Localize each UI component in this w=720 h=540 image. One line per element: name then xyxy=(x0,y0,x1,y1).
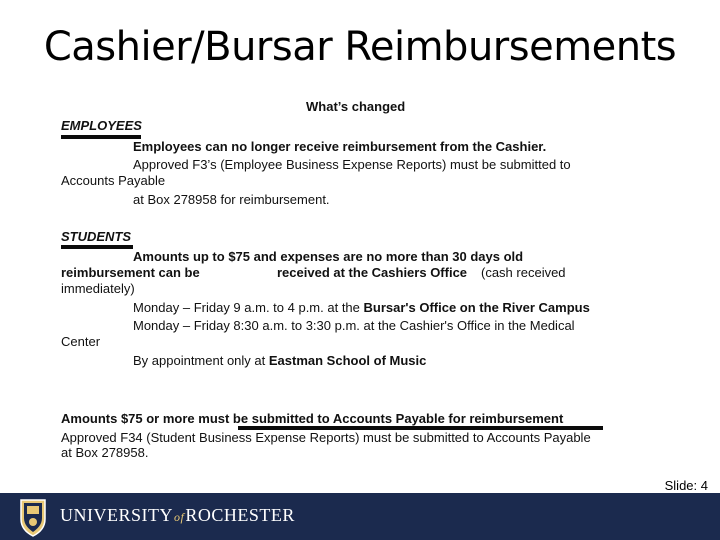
employees-underline xyxy=(61,135,141,139)
appointment-pre: By appointment only at xyxy=(133,353,266,368)
students-line-2a: reimbursement can be xyxy=(61,265,200,280)
students-appointment xyxy=(133,352,426,369)
monfri-1-bold: Bursar's Office on the River Campus xyxy=(363,300,590,315)
footer-bar xyxy=(0,493,720,540)
wordmark-university: UNIVERSITY xyxy=(60,505,173,525)
students-line-2b: received at the Cashiers Office xyxy=(277,265,468,280)
students-line-2c: (cash received xyxy=(481,265,566,280)
employees-line-4: at Box 278958 for reimbursement. xyxy=(133,192,330,207)
students-monfri-1 xyxy=(133,299,590,316)
employees-line-3: Accounts Payable xyxy=(61,173,166,188)
wordmark-of: of xyxy=(174,510,185,524)
slide-number: Slide: 4 xyxy=(664,478,708,493)
university-crest-icon xyxy=(18,497,48,537)
wordmark-rochester: ROCHESTER xyxy=(185,505,295,525)
employees-line-2: Approved F3’s (Employee Business Expense Reports) must be submitted to xyxy=(133,157,571,172)
students-underline xyxy=(61,245,133,249)
employees-line-1: Employees can no longer receive reimbursement from the Cashier. xyxy=(133,139,547,154)
large-amounts-line-3: at Box 278958. xyxy=(61,445,149,460)
appointment-bold: Eastman School of Music xyxy=(268,353,427,368)
employees-heading: EMPLOYEES xyxy=(61,118,142,133)
students-line-3: immediately) xyxy=(61,281,135,296)
large-amounts-line-2: Approved F34 (Student Business Expense Reports) must be submitted to Accounts Payable xyxy=(61,430,591,445)
students-monfri-2: Monday – Friday 8:30 a.m. to 3:30 p.m. at the Cashier's Office in the Medical xyxy=(133,318,575,333)
monfri-1-pre: Monday – Friday 9 a.m. to 4 p.m. at the xyxy=(133,300,360,315)
university-wordmark xyxy=(60,505,295,526)
large-amounts-line-1: Amounts $75 or more must be submitted to Accounts Payable for reimbursement xyxy=(61,411,564,426)
subtitle: What’s changed xyxy=(306,99,406,114)
students-center: Center xyxy=(61,334,101,349)
students-heading: STUDENTS xyxy=(61,229,132,244)
students-line-1: Amounts up to $75 and expenses are no more than 30 days old xyxy=(133,249,524,264)
slide-title: Cashier/Bursar Reimbursements xyxy=(43,24,677,70)
